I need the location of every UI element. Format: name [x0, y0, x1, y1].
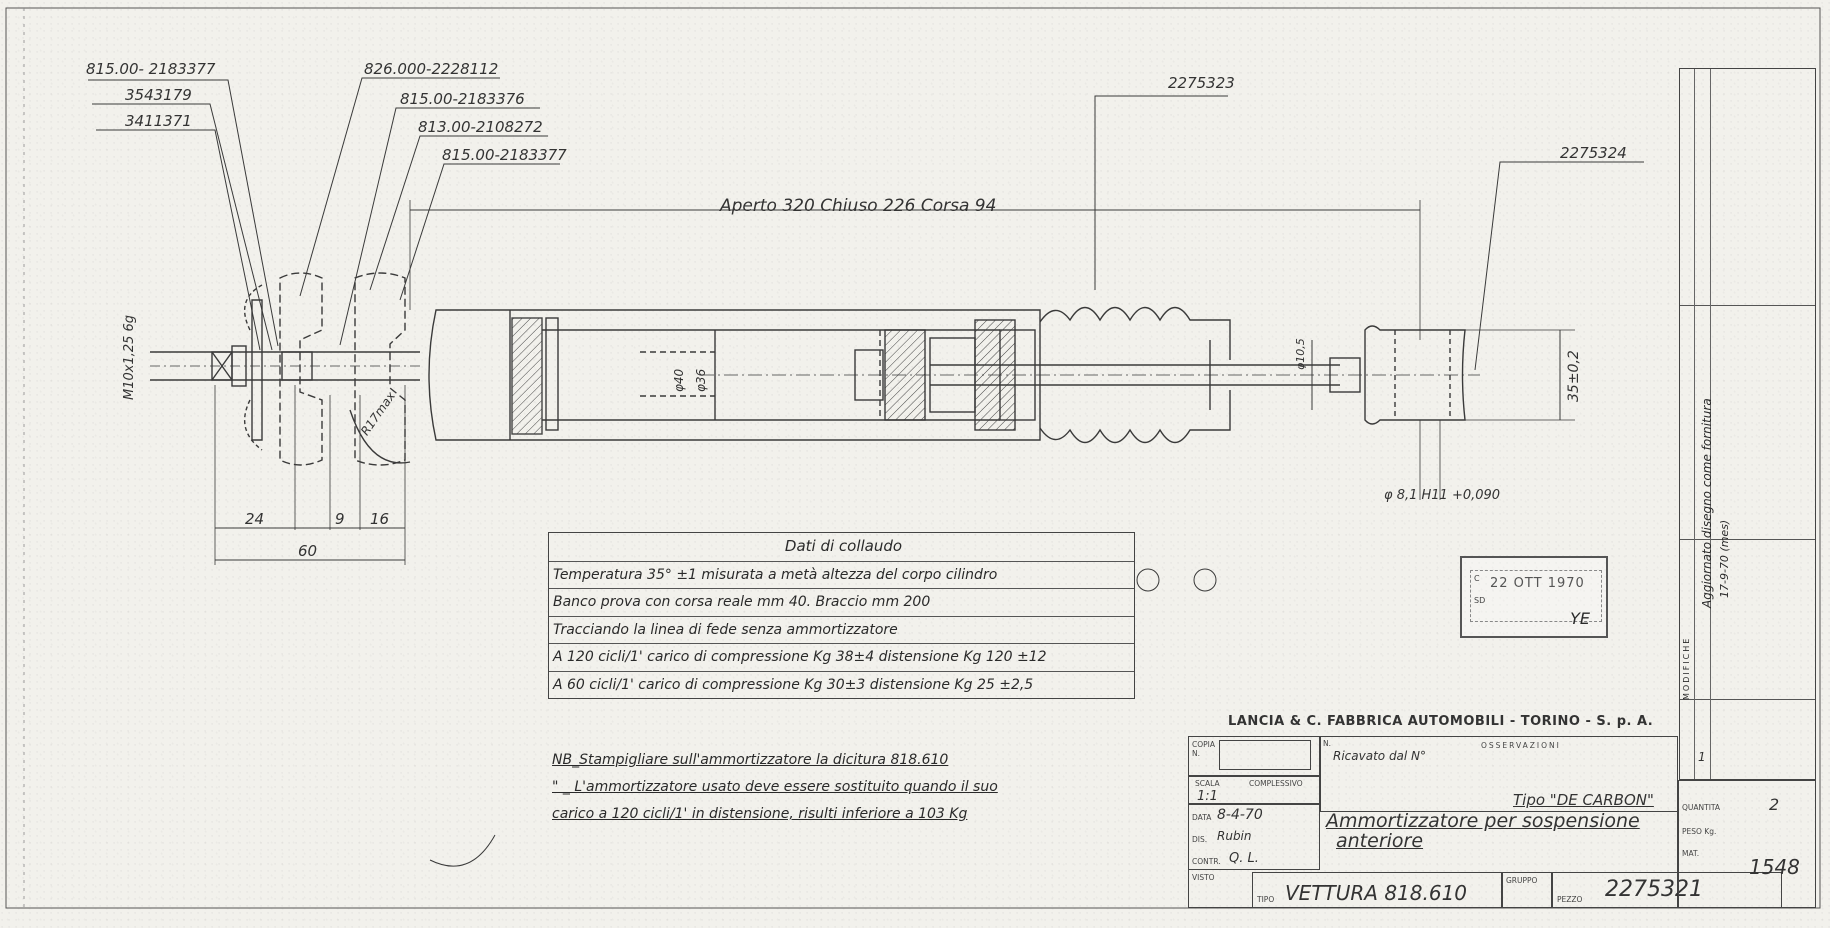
part-label-cup: 826.000-2228112	[364, 60, 499, 78]
n-label: N.	[1323, 739, 1331, 748]
dim-16: 16	[370, 510, 390, 528]
test-data-row: Tracciando la linea di fede senza ammortizzatore	[549, 616, 1134, 644]
part-label-rubber-washer-2: 815.00-2183377	[442, 146, 567, 164]
part-label-spacer: 813.00-2108272	[418, 118, 543, 136]
test-data-title: Dati di collaudo	[784, 537, 903, 555]
contr-label: CONTR.	[1192, 857, 1221, 866]
part-label-boot: 2275323	[1168, 74, 1235, 92]
quantita-label: QUANTITA	[1682, 803, 1721, 812]
dim-9: 9	[335, 510, 345, 528]
test-data-row: Banco prova con corsa reale mm 40. Braccio mm 200	[549, 588, 1134, 616]
dim-width: 35±0,2	[1566, 350, 1582, 402]
radius-dimension: R17max	[358, 389, 399, 439]
part-label-rubber-washer: 815.00- 2183377	[86, 60, 216, 78]
note-line: carico a 120 cicli/1' in distensione, risulti inferiore a 103 Kg	[552, 806, 968, 822]
dim-60: 60	[298, 542, 318, 560]
thread-dimension: M10x1,25 6g	[122, 314, 137, 400]
part-label-washer: 3543179	[125, 86, 192, 104]
rev-divider	[1680, 305, 1815, 306]
part-label-nut: 3411371	[125, 112, 192, 130]
pezzo-value: 2275321	[1605, 877, 1703, 902]
test-data-row: A 60 cicli/1' carico di compressione Kg 30±3 distensione Kg 25 ±2,5	[549, 671, 1134, 699]
ricavato-label: Ricavato dal N°	[1333, 749, 1427, 763]
revision-date: 17-9-70 (mes)	[1718, 519, 1731, 598]
dim-phi10: φ10,5	[1294, 338, 1307, 370]
contr-value: Q. L.	[1229, 851, 1259, 866]
dim-phi36: φ36	[694, 368, 708, 392]
scala-label: SCALA	[1195, 779, 1220, 788]
test-data-row: Temperatura 35° ±1 misurata a metà altezza del corpo cilindro	[549, 561, 1134, 589]
data-cell	[1188, 804, 1320, 870]
gruppo-label: GRUPPO	[1506, 876, 1538, 885]
gruppo-cell	[1502, 872, 1552, 908]
rev-divider	[1680, 699, 1815, 700]
stamp-sd-label: SD	[1474, 596, 1486, 605]
pezzo-label: PEZZO	[1557, 895, 1583, 904]
dim-bore: φ 8,1 H11 +0,090	[1384, 488, 1501, 503]
modifiche-label: MODIFICHE	[1682, 636, 1691, 700]
dis-label: DIS.	[1192, 835, 1208, 844]
complessivo-label: COMPLESSIVO	[1249, 779, 1303, 788]
data-value: 8-4-70	[1217, 807, 1263, 823]
revision-number: 1	[1698, 750, 1706, 764]
note-line: NB_Stampigliare sull'ammortizzatore la dicitura 818.610	[552, 752, 949, 768]
copia-box	[1219, 740, 1311, 770]
tipo-carbon: Tipo "DE CARBON"	[1513, 791, 1654, 809]
osservazioni-label: OSSERVAZIONI	[1481, 741, 1561, 750]
dim-phi40: φ40	[672, 368, 686, 392]
scala-cell	[1188, 776, 1320, 804]
test-data-table	[548, 532, 1135, 699]
vettura-value: VETTURA 818.610	[1285, 881, 1468, 905]
stroke-dimension: Aperto 320 Chiuso 226 Corsa 94	[720, 196, 997, 216]
part-label-bush: 815.00-2183376	[400, 90, 525, 108]
dis-value: Rubin	[1217, 829, 1252, 843]
quantita-value: 2	[1769, 795, 1780, 814]
copia-cell	[1188, 736, 1320, 776]
copia-label: COPIA N.	[1192, 740, 1216, 758]
mat-label: MAT.	[1682, 849, 1700, 858]
tipo-cell	[1252, 872, 1502, 908]
part-label-eye: 2275324	[1560, 144, 1627, 162]
quantita-cell	[1678, 780, 1816, 908]
notes-block	[552, 752, 998, 833]
stamp-c-label: C	[1474, 574, 1480, 583]
note-line: " _ L'ammortizzatore usato deve essere sostituito quando il suo	[552, 779, 998, 795]
part-description-2: anteriore	[1336, 830, 1424, 852]
stamp-date: 22 OTT 1970	[1490, 576, 1585, 591]
mat-value: 1548	[1749, 855, 1800, 879]
dim-24: 24	[245, 510, 265, 528]
rev-col-line	[1694, 69, 1695, 779]
peso-label: PESO Kg.	[1682, 827, 1717, 836]
data-label: DATA	[1192, 813, 1212, 822]
revision-text: Aggiornato disegno come fornitura	[1700, 398, 1714, 608]
test-data-row: A 120 cicli/1' carico di compressione Kg 38±4 distensione Kg 120 ±12	[549, 643, 1134, 671]
osservazioni-cell	[1320, 736, 1678, 812]
stamp-signature: YE	[1570, 609, 1590, 628]
tipo-label: TIPO	[1257, 895, 1275, 904]
approval-stamp	[1460, 556, 1608, 638]
visto-label: VISTO	[1192, 873, 1215, 882]
company-name: LANCIA & C. FABBRICA AUTOMOBILI - TORINO - S. p. A.	[1228, 714, 1654, 729]
part-description-1: Ammortizzatore per sospensione	[1326, 810, 1640, 832]
scala-value: 1:1	[1197, 789, 1218, 804]
